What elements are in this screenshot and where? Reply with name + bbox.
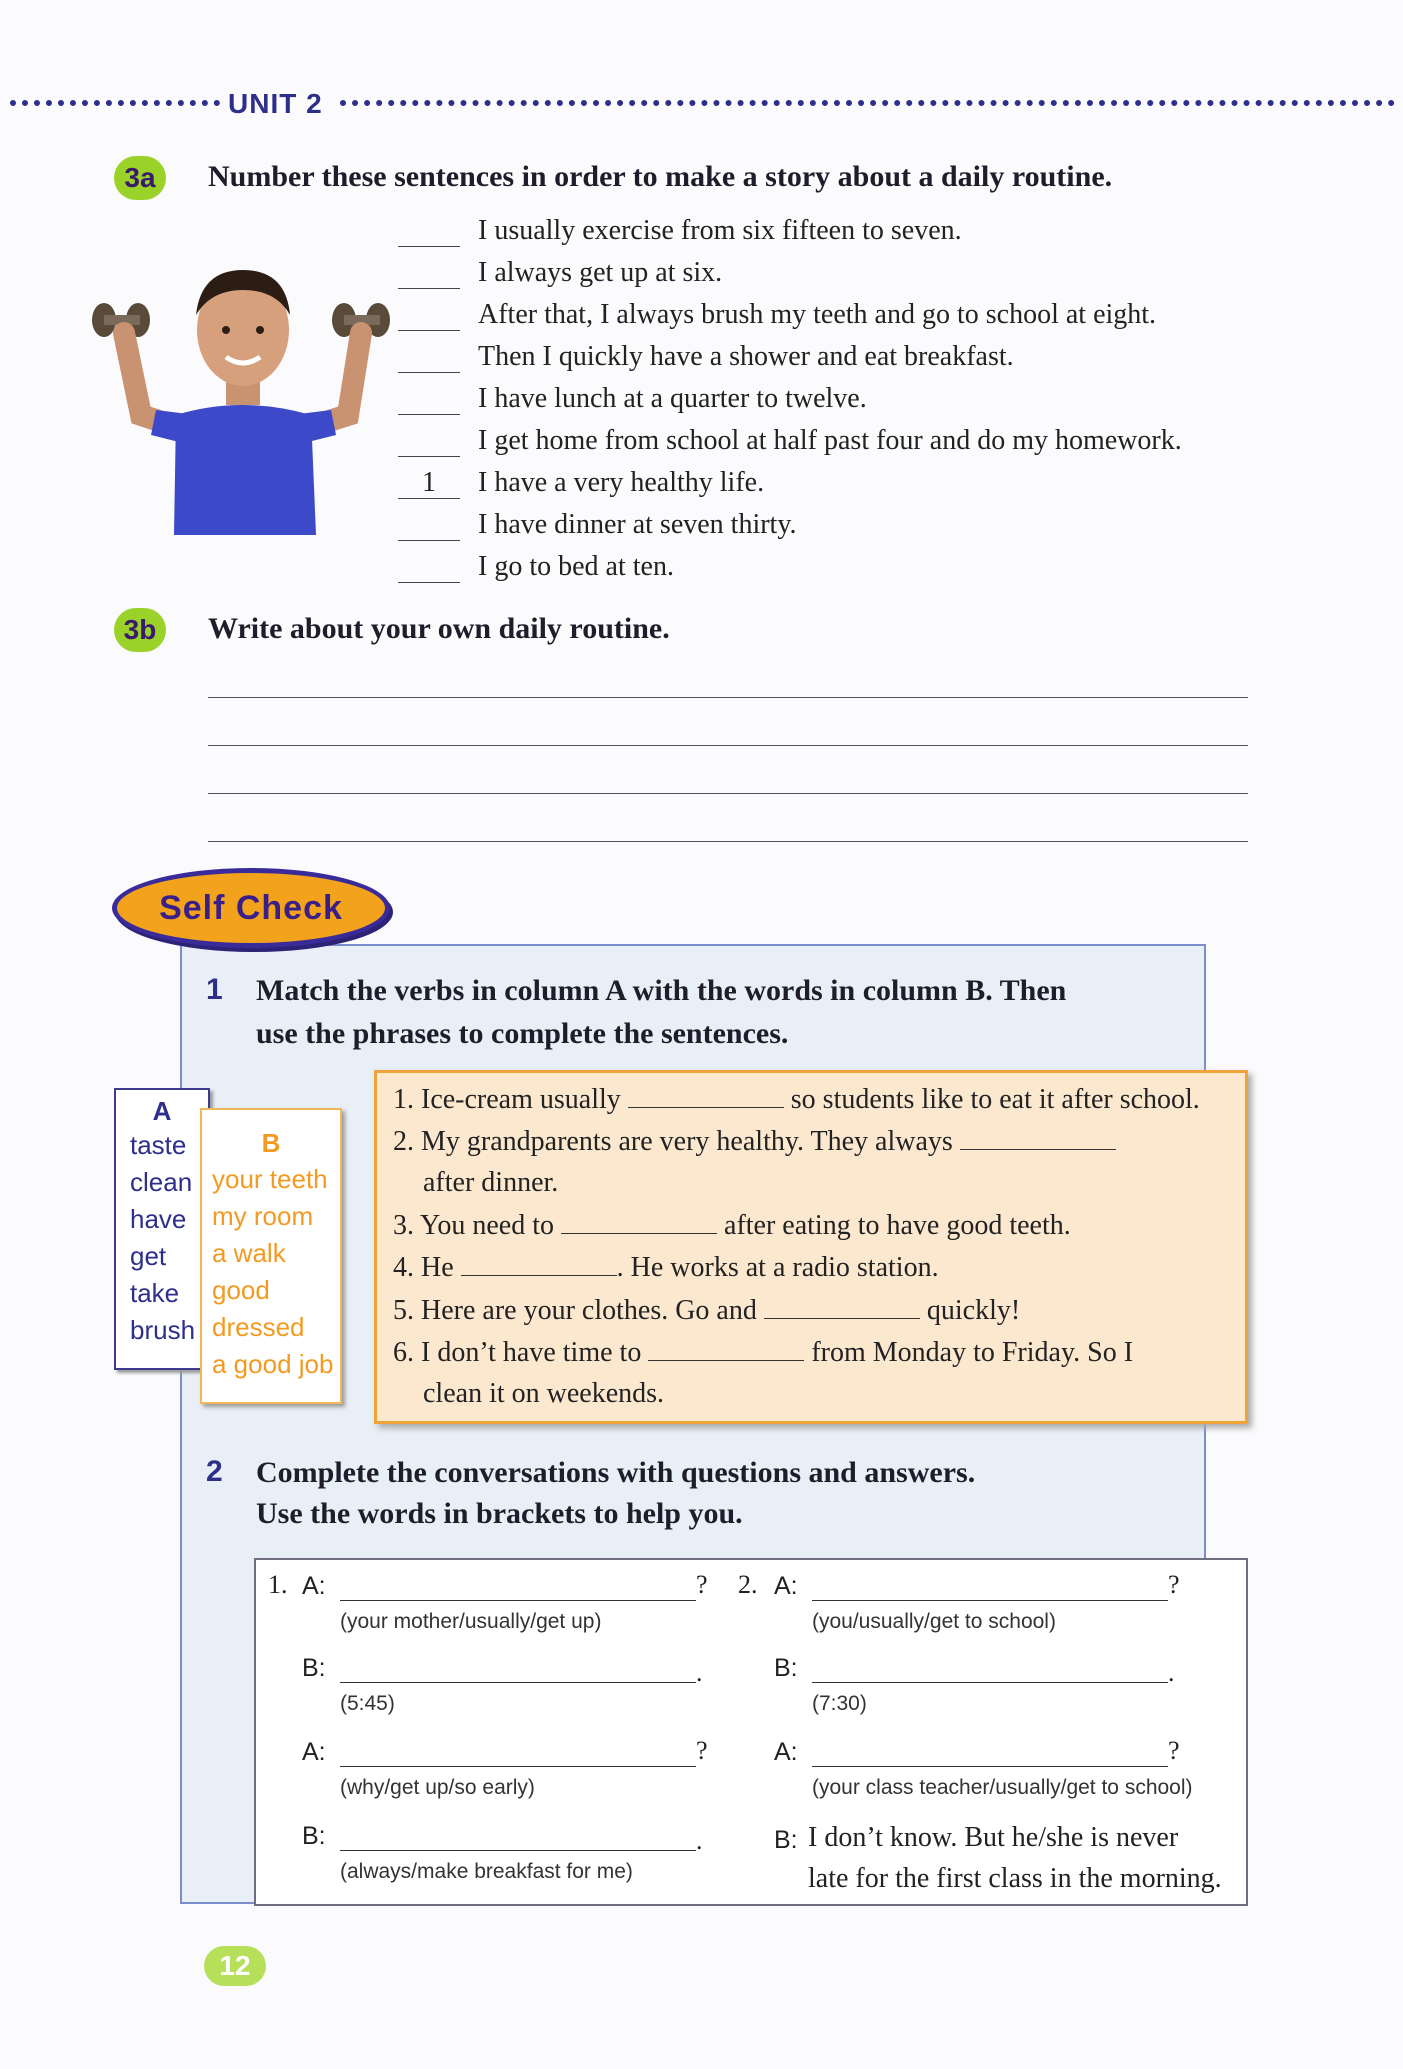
answer-line[interactable] [812,1766,1168,1767]
column-a-item: take [130,1278,180,1308]
sentence-6 [393,1336,1133,1369]
list-item [398,541,674,583]
column-b-item: a good job [212,1349,334,1379]
speaker-a-label: A: [302,1738,326,1766]
speaker-b-label: B: [302,1654,326,1682]
column-a-item: have [130,1204,187,1234]
sentence-1-start: 1. Ice-cream usually [393,1084,621,1115]
sentence-5 [393,1294,1020,1327]
word-hint: (7:30) [812,1692,867,1715]
column-b-item: your teeth [212,1164,328,1194]
sentence-4-end: . He works at a radio station. [616,1252,939,1283]
answer-line[interactable] [340,1850,696,1851]
period: . [696,1826,703,1855]
number-blank[interactable] [398,258,460,289]
answer-blank[interactable] [648,1336,804,1361]
exercise-2-instruction-line1: Complete the conversations with questions and answers. [256,1456,976,1489]
list-item [398,457,764,499]
speaker-b-label: B: [774,1654,798,1682]
writing-line[interactable] [208,745,1248,746]
list-item [398,415,1182,457]
word-hint: (your class teacher/usually/get to school) [812,1776,1193,1799]
column-a-item: taste [130,1130,187,1160]
column-a-item: brush [130,1315,196,1345]
boy-with-dumbbells-illustration [86,245,396,535]
list-item [398,373,867,415]
sentence-text: I always get up at six. [478,257,723,288]
sentence-text: I go to bed at ten. [478,551,674,582]
given-answer-line1: I don’t know. But he/she is never [808,1822,1179,1853]
list-item [398,331,1014,373]
list-item [398,205,962,247]
number-blank[interactable]: 1 [398,468,460,499]
sentence-text: I usually exercise from six fifteen to seven. [478,215,962,246]
number-blank[interactable] [398,426,460,457]
list-item [398,499,797,541]
column-b-header: B [261,1128,281,1158]
question-mark: ? [1168,1570,1180,1599]
list-item [398,247,722,289]
sentence-text: I have lunch at a quarter to twelve. [478,383,867,414]
exercise-3a-badge: 3a [114,156,166,200]
word-hint: (you/usually/get to school) [812,1610,1056,1633]
sentence-3 [393,1209,1071,1242]
column-a-item: get [130,1241,167,1271]
dotted-divider-left [10,100,220,106]
answer-blank[interactable] [960,1125,1116,1150]
writing-line[interactable] [208,793,1248,794]
self-check-title: Self Check [159,889,343,927]
sentence-text: Then I quickly have a shower and eat breakfast. [478,341,1014,372]
speaker-b-label: B: [302,1822,326,1850]
conversation-1-number: 1. [268,1570,288,1599]
sentence-text: I have a very healthy life. [478,467,765,498]
number-blank[interactable] [398,216,460,247]
column-b-item: dressed [212,1312,305,1342]
writing-line[interactable] [208,841,1248,842]
unit-label: UNIT 2 [228,88,323,119]
word-hint: (5:45) [340,1692,395,1715]
sentence-2 [393,1125,1116,1158]
column-a-box [114,1088,210,1370]
sentence-text: I have dinner at seven thirty. [478,509,797,540]
answer-line[interactable] [812,1682,1168,1683]
column-b-item: good [212,1275,270,1305]
conversation-2-number: 2. [738,1570,758,1599]
sentence-1-end: so students like to eat it after school. [790,1084,1200,1115]
period: . [1168,1658,1175,1687]
fill-in-sentences-box [374,1070,1248,1424]
sentence-3-start: 3. You need to [393,1210,555,1241]
conversations-box [254,1558,1248,1906]
sentence-6-end: from Monday to Friday. So I [811,1337,1134,1368]
sentence-3-end: after eating to have good teeth. [724,1210,1071,1241]
number-blank[interactable] [398,552,460,583]
question-mark: ? [696,1570,708,1599]
list-item [398,289,1156,331]
column-a-item: clean [130,1167,193,1197]
exercise-3b-badge: 3b [114,608,166,652]
exercise-1-instruction-line1: Match the verbs in column A with the words in column B. Then [256,974,1067,1007]
sentence-2-continued: after dinner. [423,1167,559,1198]
answer-blank[interactable] [628,1083,784,1108]
unit-header [0,88,1403,119]
sentence-4-start: 4. He [393,1252,454,1283]
speaker-a-label: A: [774,1572,798,1600]
speaker-a-label: A: [302,1572,326,1600]
answer-blank[interactable] [461,1251,617,1276]
answer-line[interactable] [812,1600,1168,1601]
word-hint: (always/make breakfast for me) [340,1860,633,1883]
exercise-1-instruction-line2: use the phrases to complete the sentences. [256,1017,789,1050]
speaker-b-label: B: [774,1826,798,1854]
number-blank[interactable] [398,300,460,331]
number-blank[interactable] [398,342,460,373]
sentence-5-end: quickly! [926,1295,1021,1326]
word-hint: (why/get up/so early) [340,1776,535,1799]
column-b-item: a walk [212,1238,286,1268]
answer-blank[interactable] [764,1294,920,1319]
exercise-3b-heading: Write about your own daily routine. [208,612,670,645]
answer-line[interactable] [340,1600,696,1601]
speaker-a-label: A: [774,1738,798,1766]
page-number: 12 [204,1946,266,1986]
number-blank[interactable] [398,384,460,415]
answer-blank[interactable] [561,1209,717,1234]
answer-line[interactable] [340,1682,696,1683]
sentence-1 [393,1083,1200,1116]
column-a-header: A [152,1096,172,1126]
question-mark: ? [696,1736,708,1765]
exercise-2-instruction-line2: Use the words in brackets to help you. [256,1497,743,1530]
number-blank[interactable] [398,510,460,541]
word-hint: (your mother/usually/get up) [340,1610,602,1633]
sentence-text: After that, I always brush my teeth and go to school at eight. [478,299,1157,330]
answer-line[interactable] [340,1766,696,1767]
self-check-banner [112,868,390,948]
sentence-6-continued: clean it on weekends. [423,1378,665,1409]
column-b-box [200,1108,342,1404]
given-answer-line2: late for the first class in the morning. [808,1863,1222,1894]
exercise-3a-heading: Number these sentences in order to make a story about a daily routine. [208,160,1113,193]
sentence-5-start: 5. Here are your clothes. Go and [393,1295,757,1326]
dotted-divider-right [340,100,1395,106]
question-mark: ? [1168,1736,1180,1765]
exercise-2-number: 2 [206,1455,223,1488]
exercise-1-number: 1 [206,973,223,1006]
sentence-6-start: 6. I don’t have time to [393,1337,642,1368]
period: . [696,1658,703,1687]
writing-line[interactable] [208,697,1248,698]
sentence-4 [393,1251,939,1284]
sentence-text: I get home from school at half past four and do my homework. [478,425,1182,456]
sentence-2-start: 2. My grandparents are very healthy. They always [393,1126,953,1157]
column-b-item: my room [212,1201,314,1231]
